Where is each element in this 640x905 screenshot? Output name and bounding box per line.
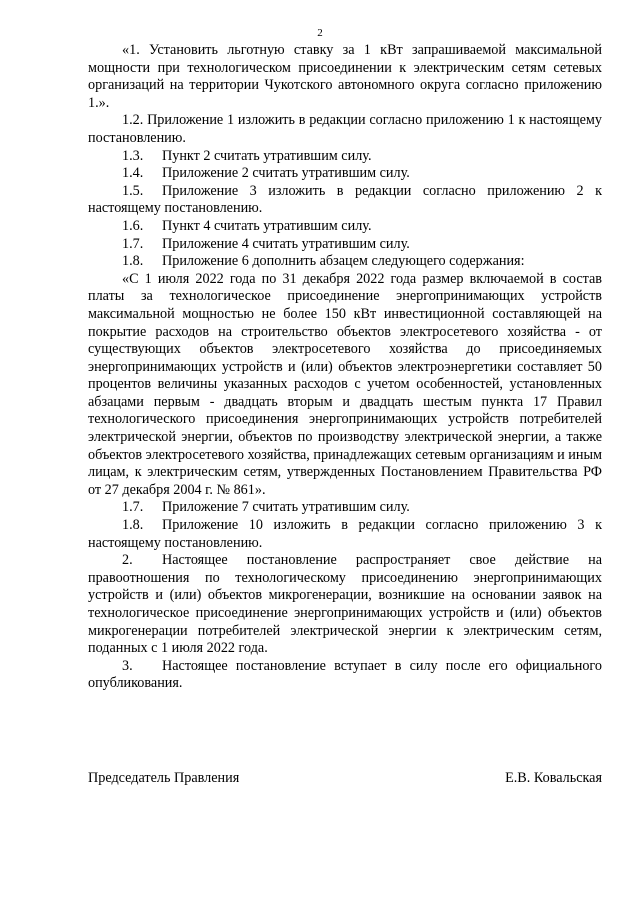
paragraph-1-8-second [88, 517, 602, 552]
paragraph-1-6 [88, 218, 602, 236]
paragraph-number: 3. [122, 657, 133, 674]
paragraph-number: 1.6. [122, 217, 144, 234]
paragraph-text: Настоящее постановление вступает в силу после его официального опубликования. [88, 657, 602, 692]
paragraph-text: Приложение 6 дополнить абзацем следующего содержания: [162, 253, 525, 270]
paragraph-1-7-second [88, 499, 602, 517]
paragraph-1-4 [88, 165, 602, 183]
document-body [88, 42, 602, 693]
paragraph-number: 1.7. [122, 235, 144, 252]
paragraph-1-7 [88, 236, 602, 254]
paragraph-number: 2. [122, 552, 133, 569]
paragraph-number: 1.8. [122, 517, 144, 534]
paragraph-quoted-addition [88, 271, 602, 500]
paragraph-1-5 [88, 183, 602, 218]
paragraph-1-8 [88, 253, 602, 271]
paragraph-number: 1.4. [122, 165, 144, 182]
signatory-title: Председатель Правления [88, 770, 240, 786]
paragraph-text: Приложение 2 считать утратившим силу. [162, 165, 410, 182]
page-number: 2 [317, 27, 323, 39]
paragraph-1-2 [88, 112, 602, 147]
paragraph-3 [88, 658, 602, 693]
paragraph-amendment-1 [88, 42, 602, 112]
paragraph-text: Приложение 4 считать утратившим силу. [162, 235, 410, 252]
paragraph-2 [88, 552, 602, 658]
paragraph-text: «1. Установить льготную ставку за 1 кВт запрашиваемой максимальной мощности при технологическом присоединении к электрическим сетям сетевых организаций на территории Чукотского автономного округа согласно приложению 1.». [88, 42, 602, 111]
paragraph-text: Приложение 10 изложить в редакции согласно приложению 3 к настоящему постановлению. [88, 517, 602, 551]
paragraph-1-3 [88, 148, 602, 166]
paragraph-text: Приложение 7 считать утратившим силу. [162, 499, 410, 516]
paragraph-text: Пункт 2 считать утратившим силу. [162, 147, 372, 164]
paragraph-number: 1.5. [122, 182, 144, 199]
paragraph-text: 1.2. Приложение 1 изложить в редакции согласно приложению 1 к настоящему постановлению. [88, 112, 602, 146]
paragraph-text: Пункт 4 считать утратившим силу. [162, 217, 372, 234]
paragraph-text: «С 1 июля 2022 года по 31 декабря 2022 года размер включаемой в состав платы за технологическое присоединение энергопринимающих устройств максимальной мощностью не более 150 кВт инвестиционной составляющей на покрытие расходов на строительство объектов электросетевого хозяйства - от существующих объектов электросетевого хозяйства до присоединяемых энергопринимающих устройств и (или) объектов электроэнергетики составляет 50 процентов величины указанных расходов с учетом особенностей, установленных абзацами первым - двадцать вторым и двадцать шестым пункта 17 Правил технологического присоединения энергопринимающих устройств потребителей электрической энергии, объектов по производству электрической энергии, а также объектов электросетевого хозяйства, принадлежащих сетевым организациям и иным лицам, к электрическим сетям, утвержденных Постановлением Правительства РФ от 27 декабря 2004 г. № 861». [88, 270, 602, 498]
paragraph-number: 1.7. [122, 499, 144, 516]
paragraph-text: Приложение 3 изложить в редакции согласно приложению 2 к настоящему постановлению. [88, 182, 602, 217]
signatory-name: Е.В. Ковальская [505, 770, 602, 786]
signature-block [88, 769, 602, 787]
paragraph-number: 1.8. [122, 253, 144, 270]
paragraph-number: 1.3. [122, 147, 144, 164]
paragraph-text: Настоящее постановление распространяет свое действие на правоотношения по технологическому присоединению энергопринимающих устройств и (или) объектов микрогенерации, возникшие на основании заявок на технологическое присоединение энергопринимающих устройств и (или) объектов микрогенерации потребителей электрической энергии к электрическим сетям, поданных с 1 июля 2022 года. [88, 552, 602, 657]
